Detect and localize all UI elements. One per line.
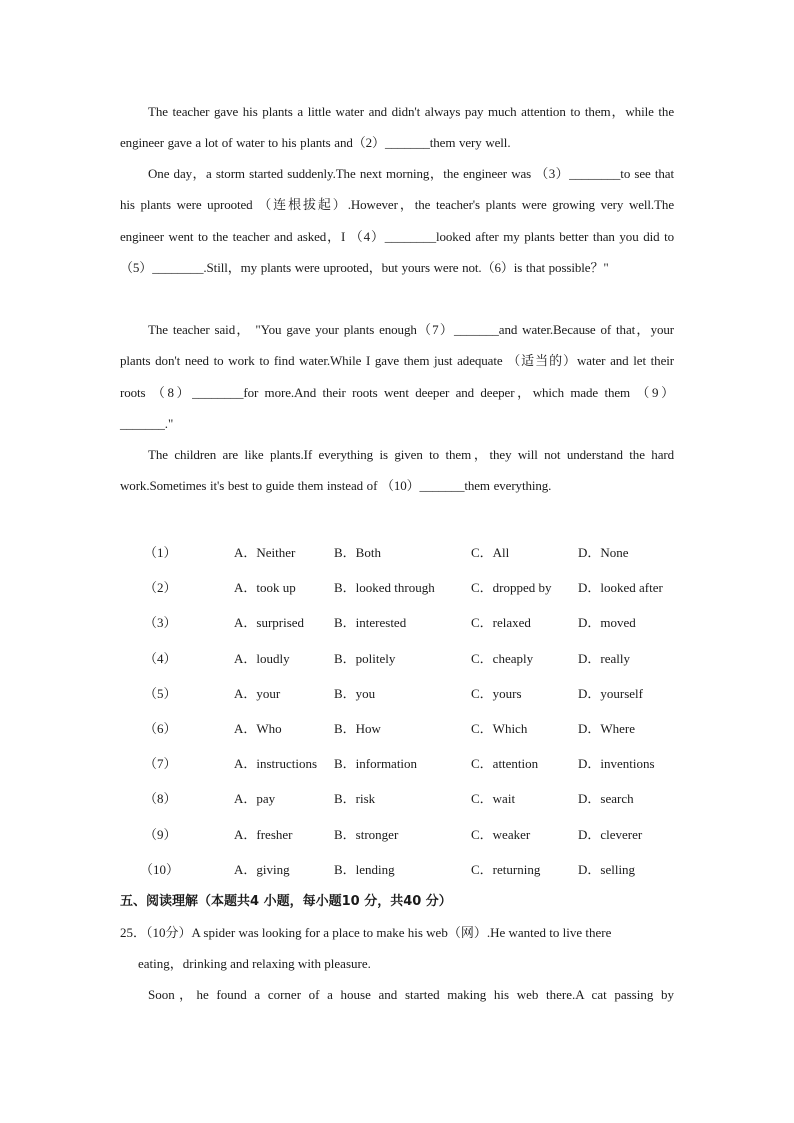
question-number: （10） xyxy=(140,861,180,877)
question-number: （2） xyxy=(144,580,177,596)
question-number: （5） xyxy=(144,685,177,701)
option-c: C．dropped by xyxy=(471,580,552,596)
option-a: A．pay xyxy=(234,791,276,807)
option-b: B．stronger xyxy=(334,826,399,842)
option-b: B．risk xyxy=(334,791,376,807)
option-c: C．wait xyxy=(471,791,516,807)
option-b: B．Both xyxy=(334,545,381,560)
option-c: C．All xyxy=(471,545,510,560)
option-c: C．Which xyxy=(471,720,528,736)
option-d: D．search xyxy=(578,791,634,807)
option-row xyxy=(140,534,700,569)
option-a: A．fresher xyxy=(234,826,293,842)
option-row xyxy=(140,816,700,851)
option-a: A．surprised xyxy=(234,615,305,631)
question-25-paragraph-2 xyxy=(120,979,674,1010)
question-number: （7） xyxy=(144,756,177,772)
option-b: B．you xyxy=(334,685,376,701)
passage-paragraph-1 xyxy=(120,96,674,159)
question-number: （9） xyxy=(144,826,177,842)
question-25 xyxy=(120,917,674,980)
passage-paragraph-4 xyxy=(120,439,674,502)
question-25-line-2: eating，drinking and relaxing with pleasure. xyxy=(138,956,371,972)
option-d: D．inventions xyxy=(578,756,655,772)
option-d: D．Where xyxy=(578,720,636,736)
option-c: C．returning xyxy=(471,861,541,877)
section-title: 五、阅读理解（本题共4 小题，每小题10 分，共40 分） xyxy=(120,894,452,909)
passage-text-4: The children are like plants.If everything is given to them，they will not understand the hard work.Sometimes it's best to guide them instead of （10）_______them everything. xyxy=(120,447,674,494)
option-b: B．politely xyxy=(334,650,396,666)
option-d: D．cleverer xyxy=(578,826,643,842)
option-row xyxy=(140,745,700,780)
option-d: D．moved xyxy=(578,615,636,631)
option-d: D．selling xyxy=(578,861,636,877)
passage-text-1: The teacher gave his plants a little water and didn't always pay much attention to them，while the engineer gave a lot of water to his plants and（2）_______them very well. xyxy=(120,104,674,151)
option-a: A．took up xyxy=(234,580,296,596)
passage-text-3: The teacher said， "You gave your plants enough（7）_______and water.Because of that，your plants don't need to work to find water.While I gave them just adequate （适当的）water and let their roots （8）________for more.And their roots went deeper and deeper，which made them （9）_______." xyxy=(120,322,674,431)
option-row xyxy=(140,851,700,886)
option-d: D．yourself xyxy=(578,685,643,701)
option-a: A．loudly xyxy=(234,650,290,666)
option-c: C．attention xyxy=(471,756,539,772)
option-c: C．relaxed xyxy=(471,615,531,631)
option-c: C．yours xyxy=(471,685,522,701)
option-b: B．looked through xyxy=(334,580,435,596)
question-number: （3） xyxy=(144,615,177,631)
passage-paragraph-3 xyxy=(120,314,674,439)
option-a: A．your xyxy=(234,685,281,701)
passage-text-2: One day，a storm started suddenly.The next morning，the engineer was （3）________to see that his plants were uprooted （连根拔起）.However，the teacher's plants were growing very well.The engineer went to the teacher and asked，I （4）________looked after my plants better than you did to（5）________.Still，my plants were uprooted，but yours were not.（6）is that possible？" xyxy=(120,166,674,275)
option-a: A．Who xyxy=(234,720,282,736)
option-a: A．instructions xyxy=(234,756,318,772)
question-number: （4） xyxy=(144,650,177,666)
option-row xyxy=(140,640,700,675)
option-d: D．looked after xyxy=(578,580,663,596)
option-row xyxy=(140,780,700,815)
option-row xyxy=(140,710,700,745)
question-number: （1） xyxy=(144,545,177,560)
question-25-text-2: Soon，he found a corner of a house and started making his web there.A cat passing by xyxy=(148,987,674,1002)
option-d: D．None xyxy=(578,545,629,560)
option-c: C．weaker xyxy=(471,826,531,842)
question-number: （8） xyxy=(144,791,177,807)
option-row xyxy=(140,569,700,604)
question-number: （6） xyxy=(144,720,177,736)
options-table xyxy=(140,534,700,886)
question-25-line-1: 25．（10分）A spider was looking for a place to make his web（网）.He wanted to live there xyxy=(120,925,612,940)
option-a: A．Neither xyxy=(234,545,296,560)
option-b: B．lending xyxy=(334,861,395,877)
option-d: D．really xyxy=(578,650,630,666)
option-b: B．interested xyxy=(334,615,407,631)
option-row xyxy=(140,604,700,639)
option-row xyxy=(140,675,700,710)
option-a: A．giving xyxy=(234,861,290,877)
passage-paragraph-2 xyxy=(120,158,674,283)
option-b: B．information xyxy=(334,756,418,772)
option-c: C．cheaply xyxy=(471,650,534,666)
option-b: B．How xyxy=(334,720,381,736)
